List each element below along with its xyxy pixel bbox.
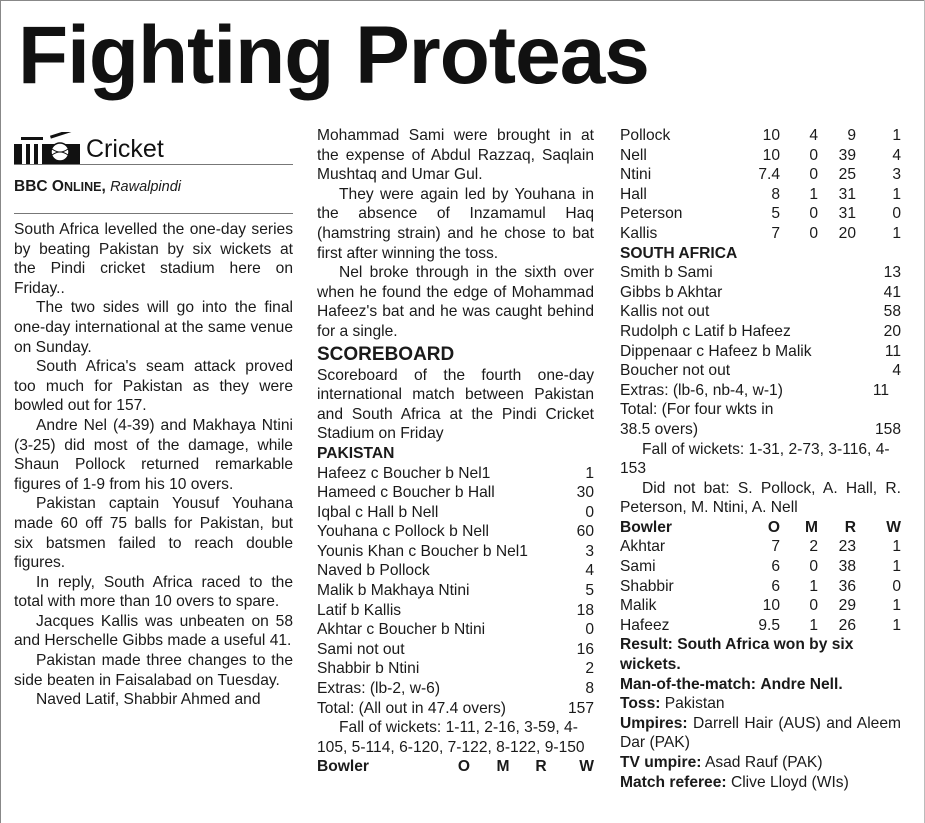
batsman-runs: 2 bbox=[585, 660, 594, 678]
batsman-runs: 3 bbox=[585, 542, 594, 560]
bowling-row bbox=[620, 224, 901, 244]
bowling-row bbox=[620, 596, 901, 616]
page-top-border bbox=[0, 0, 925, 1]
bowler-wickets: 4 bbox=[892, 146, 901, 164]
batsman-runs: 0 bbox=[585, 621, 594, 639]
page-left-border bbox=[0, 0, 1, 823]
bowler-wickets: 1 bbox=[892, 127, 901, 144]
article-column-1 bbox=[14, 126, 293, 710]
section-rule bbox=[14, 164, 293, 165]
batsman-name: Shabbir b Ntini bbox=[317, 660, 420, 678]
batsman-runs: 18 bbox=[576, 601, 594, 619]
batsman-name: Hafeez c Boucher b Nel1 bbox=[317, 464, 491, 482]
bowler-overs: 7 bbox=[771, 538, 780, 556]
bowler-maidens: 2 bbox=[809, 538, 818, 556]
total-label-line-1: Total: (For four wkts in bbox=[620, 401, 774, 419]
article-column-2 bbox=[317, 126, 594, 777]
wickets-header: W bbox=[579, 758, 594, 776]
bowler-maidens: 4 bbox=[809, 127, 818, 144]
bowler-wickets: 3 bbox=[892, 166, 901, 184]
toss-value: Pakistan bbox=[664, 695, 725, 713]
total-row bbox=[317, 699, 594, 719]
batsman-runs: 5 bbox=[585, 582, 594, 600]
batting-row bbox=[317, 659, 594, 679]
toss-line bbox=[620, 694, 901, 714]
batsman-name: Dippenaar c Hafeez b Malik bbox=[620, 342, 812, 360]
bowler-runs: 31 bbox=[838, 205, 856, 223]
byline-source: BBC ONLINE, bbox=[14, 178, 106, 195]
section-header bbox=[14, 130, 293, 164]
did-not-bat: Did not bat: S. Pollock, A. Hall, R. Peterson, M. Ntini, A. Nell bbox=[620, 479, 901, 517]
batting-row bbox=[620, 361, 901, 381]
batsman-runs: 60 bbox=[576, 523, 594, 541]
bowler-maidens: 1 bbox=[809, 616, 818, 634]
overs-header: O bbox=[457, 758, 471, 776]
bowler-wickets: 1 bbox=[892, 224, 901, 242]
bowler-runs: 25 bbox=[838, 166, 856, 184]
bowler-name: Malik bbox=[620, 597, 657, 615]
maidens-header: M bbox=[496, 758, 510, 776]
byline-place: Rawalpindi bbox=[110, 179, 182, 195]
byline bbox=[14, 177, 293, 197]
team-heading-south-africa: SOUTH AFRICA bbox=[620, 244, 738, 262]
pakistan-bowling-list bbox=[620, 126, 901, 244]
south-africa-bowling-list bbox=[620, 537, 901, 635]
toss-label: Toss: bbox=[620, 695, 661, 713]
tv-umpire-value: Asad Rauf (PAK) bbox=[704, 754, 823, 771]
batting-row bbox=[317, 620, 594, 640]
batsman-runs: 0 bbox=[585, 503, 594, 521]
batsman-name: Younis Khan c Boucher b Nel1 bbox=[317, 542, 528, 560]
bowler-overs: 7 bbox=[771, 224, 780, 242]
bowler-name: Peterson bbox=[620, 205, 683, 223]
bowler-wickets: 1 bbox=[892, 597, 901, 615]
bowler-overs: 10 bbox=[762, 146, 780, 164]
bowler-overs: 5 bbox=[771, 205, 780, 223]
bowler-overs: 10 bbox=[762, 127, 780, 144]
batting-row bbox=[317, 522, 594, 542]
batsman-name: Kallis not out bbox=[620, 303, 710, 321]
article-paragraph: They were again led by Youhana in the absence of Inzamamul Haq (hamstring strain) and he chose to bat first after winning the toss. bbox=[317, 185, 594, 262]
batting-row bbox=[317, 640, 594, 660]
batting-row bbox=[620, 263, 901, 283]
batsman-runs: 30 bbox=[576, 484, 594, 502]
article-paragraph: Mohammad Sami were brought in at the expense of Abdul Razzaq, Saqlain Mushtaq and Umar Gul. bbox=[317, 127, 594, 184]
bowler-name: Ntini bbox=[620, 166, 652, 184]
batsman-runs: 16 bbox=[576, 640, 594, 658]
article-paragraph: Jacques Kallis was unbeaten on 58 and Herschelle Gibbs made a useful 41. bbox=[14, 612, 293, 650]
total-runs: 157 bbox=[567, 699, 594, 717]
bowler-name: Akhtar bbox=[620, 538, 666, 556]
batsman-name: Gibbs b Akhtar bbox=[620, 283, 723, 301]
umpires-label: Umpires: bbox=[620, 714, 688, 732]
bowling-row bbox=[620, 616, 901, 636]
batting-row bbox=[620, 283, 901, 303]
headline: Fighting Proteas bbox=[18, 10, 649, 101]
bowler-runs: 38 bbox=[838, 558, 856, 576]
batsman-runs: 58 bbox=[883, 303, 901, 321]
overs-header: O bbox=[767, 518, 780, 536]
batsman-name: Akhtar c Boucher b Ntini bbox=[317, 621, 486, 639]
bowling-row bbox=[620, 204, 901, 224]
bowler-name: Sami bbox=[620, 558, 656, 576]
bowling-header-row bbox=[620, 518, 901, 538]
pakistan-batting-list bbox=[317, 464, 594, 719]
article-paragraph: Naved Latif, Shabbir Ahmed and bbox=[36, 691, 261, 709]
bowler-maidens: 0 bbox=[809, 597, 818, 615]
bowler-runs: 31 bbox=[838, 185, 856, 203]
bowler-name: Pollock bbox=[620, 127, 671, 144]
batsman-name: Hameed c Boucher b Hall bbox=[317, 484, 495, 502]
byline-source-rest: NLINE bbox=[63, 180, 102, 194]
man-of-match-value: Andre Nell. bbox=[760, 675, 843, 693]
bowler-wickets: 1 bbox=[892, 538, 901, 556]
article-paragraph: Nel broke through in the sixth over when he found the edge of Mohammad Hafeez's bat and he was caught behind for a single. bbox=[317, 264, 594, 340]
batsman-name: Youhana c Pollock b Nell bbox=[317, 523, 489, 541]
bowler-name: Nell bbox=[620, 146, 647, 164]
bowler-name: Hafeez bbox=[620, 616, 670, 634]
runs-header: R bbox=[844, 518, 856, 536]
team-heading-pakistan: PAKISTAN bbox=[317, 444, 395, 462]
umpires-line bbox=[620, 714, 901, 753]
bowler-runs: 9 bbox=[847, 127, 856, 144]
batting-row bbox=[317, 503, 594, 523]
batsman-name: Sami not out bbox=[317, 640, 405, 658]
bowler-overs: 6 bbox=[771, 558, 780, 576]
bowling-row bbox=[620, 165, 901, 185]
bowler-runs: 36 bbox=[838, 577, 856, 595]
bowler-runs: 39 bbox=[838, 146, 856, 164]
batting-row bbox=[317, 483, 594, 503]
bowler-maidens: 0 bbox=[809, 224, 818, 242]
section-label: Cricket bbox=[86, 135, 164, 163]
extras-runs: 8 bbox=[585, 680, 594, 698]
bowler-runs: 29 bbox=[838, 597, 856, 615]
batting-row bbox=[317, 542, 594, 562]
bowler-runs: 23 bbox=[838, 538, 856, 556]
batting-row bbox=[620, 322, 901, 342]
cricket-stumps-icon bbox=[14, 132, 80, 164]
batsman-runs: 20 bbox=[883, 322, 901, 340]
bowler-name: Kallis bbox=[620, 224, 658, 242]
batsman-name: Smith b Sami bbox=[620, 264, 713, 282]
bowling-row bbox=[620, 577, 901, 597]
article-paragraph: South Africa's seam attack proved too much for Pakistan as they were bowled out for 157. bbox=[14, 358, 293, 415]
bowler-overs: 6 bbox=[771, 577, 780, 595]
batting-row bbox=[317, 601, 594, 621]
bowler-overs: 10 bbox=[762, 597, 780, 615]
fall-of-wickets-pakistan: Fall of wickets: 1-11, 2-16, 3-59, 4-105, 5-114, 6-120, 7-122, 8-122, 9-150 bbox=[317, 719, 585, 756]
byline-source-initial: BBC O bbox=[14, 178, 64, 195]
batting-row bbox=[317, 464, 594, 484]
batsman-name: Iqbal c Hall b Nell bbox=[317, 503, 439, 521]
match-referee-label: Match referee: bbox=[620, 773, 727, 791]
batsman-runs: 11 bbox=[884, 342, 901, 360]
batting-row bbox=[317, 561, 594, 581]
bowling-row bbox=[620, 537, 901, 557]
result-line bbox=[620, 635, 901, 674]
wickets-header: W bbox=[886, 518, 901, 536]
match-referee-value: Clive Lloyd (WIs) bbox=[730, 773, 849, 791]
umpires-value: Darrell Hair (AUS) and Aleem Dar (PAK) bbox=[620, 714, 901, 752]
bowler-wickets: 0 bbox=[892, 577, 901, 595]
batting-row bbox=[620, 342, 901, 362]
extras-row bbox=[317, 679, 594, 699]
bowler-name: Shabbir bbox=[620, 577, 674, 595]
total-row bbox=[620, 420, 901, 440]
bowler-maidens: 0 bbox=[809, 146, 818, 164]
bowler-runs: 26 bbox=[838, 616, 856, 634]
batsman-runs: 1 bbox=[585, 464, 594, 482]
result-value: South Africa won by six wickets. bbox=[620, 636, 854, 674]
article-paragraph: In reply, South Africa raced to the total with more than 10 overs to spare. bbox=[14, 573, 293, 611]
batsman-runs: 4 bbox=[892, 362, 901, 380]
scoreboard-intro: Scoreboard of the fourth one-day international match between Pakistan and South Africa at the Pindi Cricket Stadium on Friday bbox=[317, 366, 594, 443]
bowler-overs: 8 bbox=[771, 185, 780, 203]
bowler-wickets: 1 bbox=[892, 185, 901, 203]
bowler-maidens: 0 bbox=[809, 558, 818, 576]
article-paragraph: Andre Nel (4-39) and Makhaya Ntini (3-25) did most of the damage, while Shaun Pollock returned remarkable figures of 1-9 from his 10 overs. bbox=[14, 416, 293, 493]
bowler-wickets: 1 bbox=[892, 616, 901, 634]
man-of-match-label: Man-of-the-match: bbox=[620, 675, 756, 693]
batsman-name: Naved b Pollock bbox=[317, 562, 430, 580]
bowler-runs: 20 bbox=[838, 224, 856, 242]
extras-row bbox=[620, 381, 901, 401]
article-paragraph: Pakistan captain Yousuf Youhana made 60 off 75 balls for Pakistan, but six batsmen failed to reach double figures. bbox=[14, 495, 293, 572]
runs-header: R bbox=[535, 758, 547, 776]
south-africa-batting-list bbox=[620, 263, 901, 439]
bowling-row bbox=[620, 557, 901, 577]
extras-label: Extras: (lb-6, nb-4, w-1) bbox=[620, 381, 783, 399]
tv-umpire-line bbox=[620, 753, 901, 773]
bowler-wickets: 0 bbox=[892, 205, 901, 223]
article-paragraph: South Africa levelled the one-day series by beating Pakistan by six wickets at the Pindi cricket stadium here on Friday.. bbox=[14, 221, 293, 297]
bowler-maidens: 1 bbox=[809, 577, 818, 595]
scoreboard-heading: SCOREBOARD bbox=[317, 343, 455, 365]
batsman-runs: 4 bbox=[585, 562, 594, 580]
extras-label: Extras: (lb-2, w-6) bbox=[317, 680, 441, 698]
batsman-runs: 41 bbox=[883, 283, 901, 301]
bowler-maidens: 0 bbox=[809, 205, 818, 223]
extras-runs: 11 bbox=[872, 381, 889, 399]
tv-umpire-label: TV umpire: bbox=[620, 754, 702, 771]
man-of-match-line bbox=[620, 675, 901, 695]
bowling-row bbox=[620, 146, 901, 166]
maidens-header: M bbox=[805, 518, 818, 536]
article-paragraph: Pakistan made three changes to the side beaten in Faisalabad on Tuesday. bbox=[14, 652, 293, 689]
bowler-name: Hall bbox=[620, 185, 647, 203]
fall-of-wickets-south-africa: Fall of wickets: 1-31, 2-73, 3-116, 4-153 bbox=[620, 440, 890, 478]
bowler-header: Bowler bbox=[317, 758, 369, 776]
bowler-overs: 7.4 bbox=[758, 166, 780, 184]
batsman-runs: 13 bbox=[883, 264, 901, 282]
total-label-line-2: 38.5 overs) bbox=[620, 420, 699, 438]
batsman-name: Malik b Makhaya Ntini bbox=[317, 582, 470, 600]
bowler-maidens: 0 bbox=[809, 166, 818, 184]
batting-row bbox=[317, 581, 594, 601]
result-label: Result: bbox=[620, 636, 673, 654]
bowler-maidens: 1 bbox=[809, 185, 818, 203]
bowling-row bbox=[620, 185, 901, 205]
total-label: Total: (All out in 47.4 overs) bbox=[317, 699, 506, 717]
match-referee-line bbox=[620, 773, 901, 793]
article-column-3 bbox=[620, 126, 901, 792]
batsman-name: Boucher not out bbox=[620, 362, 731, 380]
bowler-overs: 9.5 bbox=[758, 616, 780, 634]
bowler-wickets: 1 bbox=[892, 558, 901, 576]
batting-row bbox=[620, 302, 901, 322]
total-runs: 158 bbox=[874, 420, 901, 438]
bowling-row bbox=[620, 126, 901, 146]
bowling-header-row bbox=[317, 757, 594, 777]
batsman-name: Latif b Kallis bbox=[317, 601, 402, 619]
article-paragraph: The two sides will go into the final one-day international at the same venue on Sunday. bbox=[14, 299, 293, 356]
batsman-name: Rudolph c Latif b Hafeez bbox=[620, 322, 791, 340]
bowler-header: Bowler bbox=[620, 518, 672, 536]
